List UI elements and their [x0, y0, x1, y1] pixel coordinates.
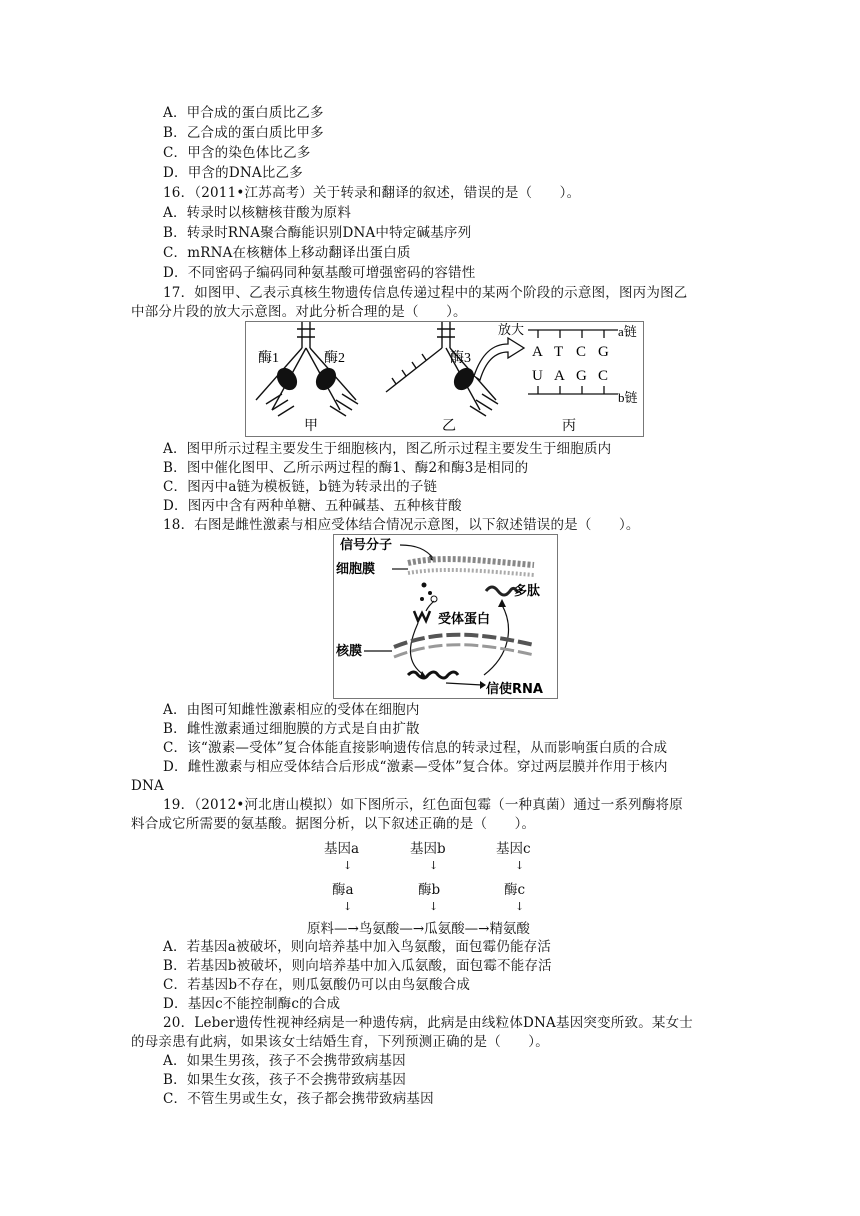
q18-option-a: A．由图可知雌性激素相应的受体在细胞内 — [163, 702, 420, 718]
figure-bing — [528, 330, 618, 394]
q17-stem-line1: 17．如图甲、乙表示真核生物遗传信息传递过程中的某两个阶段的示意图，图丙为图乙 — [163, 285, 688, 301]
down-arrow-icon: ↓ — [429, 859, 439, 872]
q18-option-d: D．雌性激素与相应受体结合后形成“激素—受体”复合体。穿过两层膜并作用于核内 — [163, 759, 668, 775]
right-arrow-icon: —→ — [399, 921, 425, 937]
q15-option-d: D．甲含的DNA比乙多 — [163, 165, 303, 181]
chain-a-label: a链 — [618, 324, 637, 339]
bottom-base-2: A — [554, 368, 565, 384]
q20-option-c: C．不管生男或生女，孩子都会携带致病基因 — [163, 1091, 434, 1107]
chain-b-label: b链 — [618, 390, 638, 405]
q16-option-b: B．转录时RNA聚合酶能识别DNA中特定碱基序列 — [163, 225, 472, 241]
label-jia: 甲 — [304, 419, 318, 434]
enzyme2-shape — [312, 364, 341, 394]
q20-option-b: B．如果生女孩，孩子不会携带致病基因 — [163, 1072, 407, 1088]
nuclear-membrane-label: 核膜 — [336, 644, 363, 659]
raw-material-label: 原料 — [307, 921, 334, 937]
down-arrow-icon: ↓ — [515, 859, 525, 872]
figure-jia — [256, 322, 358, 416]
enzyme1-label: 酶1 — [258, 351, 279, 366]
q18-option-c: C．该“激素—受体”复合体能直接影响遗传信息的转录过程，从而影响蛋白质的合成 — [163, 740, 668, 756]
q15-option-b: B．乙合成的蛋白质比甲多 — [163, 125, 324, 141]
right-arrow-icon: —→ — [334, 921, 359, 937]
membrane-label: 细胞膜 — [336, 562, 376, 577]
q17-option-d: D．图丙中含有两种单糖、五种碱基、五种核苷酸 — [163, 498, 462, 514]
q16-option-d: D．不同密码子编码同种氨基酸可增强密码的容错性 — [163, 265, 476, 281]
label-yi: 乙 — [442, 419, 456, 434]
bottom-base-3: G — [576, 368, 587, 384]
bottom-base-1: U — [532, 368, 543, 384]
top-base-2: T — [554, 344, 564, 360]
magnify-label: 放大 — [498, 322, 525, 337]
q17-option-b: B．图中催化图甲、乙所示两过程的酶1、酶2和酶3是相同的 — [163, 460, 529, 476]
magnify-arrow-icon — [474, 338, 524, 380]
ornithine-label: 鸟氨酸 — [358, 921, 400, 937]
enzyme-b-label: 酶b — [418, 882, 441, 898]
q19-option-d: D．基因c不能控制酶c的合成 — [163, 996, 341, 1012]
enzyme-a-label: 酶a — [332, 882, 354, 898]
gene-c-label: 基因c — [496, 841, 531, 857]
q18-option-b: B．雌性激素通过细胞膜的方式是自由扩散 — [163, 721, 420, 737]
right-arrow-icon: —→ — [464, 921, 490, 937]
q19-stem-line1: 19．（2012•河北唐山模拟）如下图所示，红色面包霉（一种真菌）通过一系列酶将原 — [163, 797, 683, 813]
polypeptide-label: 多肽 — [514, 584, 541, 599]
q20-stem-line1: 20．Leber遗传性视神经病是一种遗传病，此病是由线粒体DNA基因突变所致。某女士 — [163, 1015, 694, 1031]
label-bing: 丙 — [562, 419, 576, 434]
down-arrow-icon: ↓ — [343, 859, 353, 872]
q15-option-a: A．甲合成的蛋白质比乙多 — [163, 105, 324, 121]
top-base-1: A — [532, 344, 543, 360]
gene-b-label: 基因b — [410, 841, 446, 857]
arginine-label: 精氨酸 — [489, 921, 530, 937]
q18-figure — [333, 534, 558, 699]
down-arrow-icon: ↓ — [515, 900, 525, 913]
q18-option-d-continued: DNA — [131, 778, 164, 794]
q17-option-a: A．图甲所示过程主要发生于细胞核内，图乙所示过程主要发生于细胞质内 — [163, 441, 612, 457]
q19-option-b: B．若基因b被破坏，则向培养基中加入瓜氨酸，面包霉不能存活 — [163, 958, 552, 974]
down-arrow-icon: ↓ — [429, 900, 439, 913]
receptor-label: 受体蛋白 — [438, 612, 491, 627]
q19-stem-line2: 料合成它所需要的氨基酸。据图分析，以下叙述正确的是（ ）。 — [131, 816, 536, 832]
q16-stem: 16．（2011•江苏高考）关于转录和翻译的叙述，错误的是（ ）。 — [163, 185, 581, 201]
q18-stem: 18．右图是雌性激素与相应受体结合情况示意图，以下叙述错误的是（ ）。 — [163, 517, 640, 533]
q16-option-a: A．转录时以核糖核苷酸为原料 — [163, 205, 352, 221]
top-base-4: G — [598, 344, 609, 360]
q17-stem-line2: 中部分片段的放大示意图。对此分析合理的是（ ）。 — [131, 304, 467, 320]
down-arrow-icon: ↓ — [343, 900, 353, 913]
enzyme3-label: 酶3 — [450, 351, 471, 366]
q20-stem-line2: 的母亲患有此病，如果该女士结婚生育，下列预测正确的是（ ）。 — [131, 1034, 549, 1050]
pathway-row — [307, 917, 530, 937]
signal-label: 信号分子 — [340, 538, 393, 553]
enzyme3-shape — [450, 364, 479, 394]
q17-option-c: C．图丙中a链为模板链，b链为转录出的子链 — [163, 479, 438, 495]
q19-option-a: A．若基因a被破坏，则向培养基中加入鸟氨酸，面包霉仍能存活 — [163, 939, 552, 955]
citrulline-label: 瓜氨酸 — [424, 921, 465, 937]
enzyme2-label: 酶2 — [324, 351, 345, 366]
q16-option-c: C．mRNA在核糖体上移动翻译出蛋白质 — [163, 245, 411, 261]
q17-figure — [245, 321, 644, 437]
q19-option-c: C．若基因b不存在，则瓜氨酸仍可以由鸟氨酸合成 — [163, 977, 471, 993]
bottom-base-4: C — [598, 368, 609, 384]
q15-option-c: C．甲含的染色体比乙多 — [163, 145, 311, 161]
gene-a-label: 基因a — [324, 841, 360, 857]
enzyme-c-label: 酶c — [504, 882, 526, 898]
top-base-3: C — [576, 344, 587, 360]
mrna-label: 信使RNA — [486, 682, 543, 697]
q20-option-a: A．如果生男孩，孩子不会携带致病基因 — [163, 1053, 406, 1069]
enzyme1-shape — [273, 364, 302, 394]
